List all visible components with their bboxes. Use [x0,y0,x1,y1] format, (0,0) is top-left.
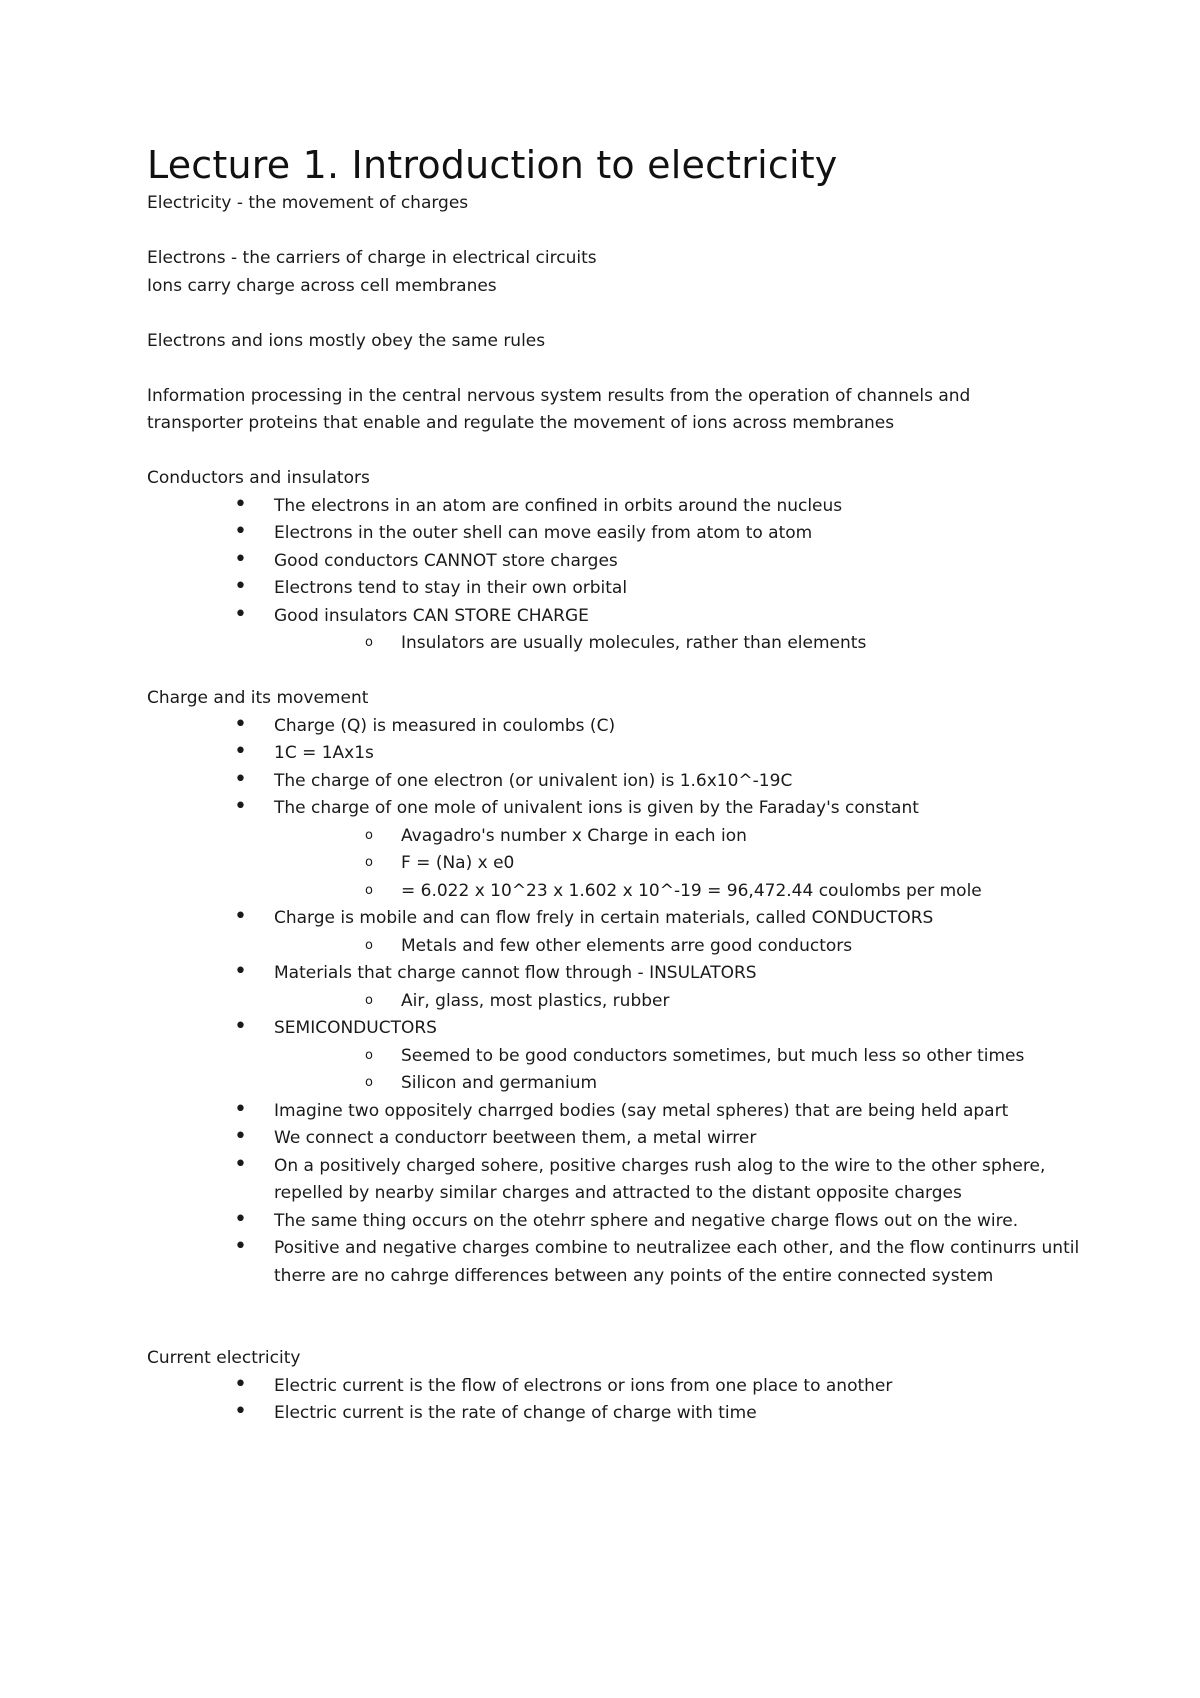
list-item-text: = 6.022 x 10^23 x 1.602 x 10^-19 = 96,472.44 coulombs per mole [401,880,982,901]
list-item-text: Good insulators CAN STORE CHARGE [274,605,589,626]
list-item-text: Avagadro's number x Charge in each ion [401,825,747,846]
document-page [147,140,1097,1428]
blank-line [147,1290,1097,1318]
list-item [147,960,1097,988]
list-item-text: The charge of one electron (or univalent ion) is 1.6x10^-19C [274,770,793,791]
list-item-text: The charge of one mole of univalent ions is given by the Faraday's constant [274,798,919,818]
bullet-dot-icon: • [234,491,247,517]
blank-line [147,1318,1097,1346]
bullet-dot-icon: • [234,794,247,819]
bullet-circle-icon: o [365,937,373,953]
list-item-text: On a positively charged sohere, positive charges rush alog to the wire to the other sphere, repelled by nearby similar charges and attracted to the distant opposite charges [274,1155,1046,1203]
section-heading: Conductors and insulators [147,468,370,488]
blank-line [147,218,1097,246]
list-item-text: Charge is mobile and can flow frely in certain materials, called CONDUCTORS [274,908,934,928]
intro-line: Electricity - the movement of charges [147,193,469,213]
blank-line [147,355,1097,383]
list-item-text: Good conductors CANNOT store charges [274,550,618,571]
list-item [147,1235,1097,1290]
bullet-dot-icon: • [234,546,247,572]
bullet-dot-icon: • [234,766,247,792]
page-title: Lecture 1. Introduction to electricity [147,143,838,187]
list-item [147,768,1097,796]
section-heading: Current electricity [147,1348,301,1368]
bullet-circle-icon: o [365,1047,373,1063]
list-item-text: Materials that charge cannot flow through - INSULATORS [274,963,757,983]
bullet-dot-icon: • [234,1234,247,1259]
bullet-dot-icon: • [234,601,247,627]
intro-line: Electrons and ions mostly obey the same rules [147,330,546,351]
list-item [147,713,1097,741]
sub-list-item [147,1070,1097,1098]
bullet-circle-icon: o [365,992,373,1008]
list-item [147,1125,1097,1153]
bullet-list [147,493,1097,658]
section-heading: Charge and its movement [147,688,369,708]
bullet-circle-icon: o [365,855,373,870]
bullet-circle-icon: o [365,827,373,843]
list-item-text: Insulators are usually molecules, rather than elements [401,633,867,653]
list-item [147,575,1097,603]
list-item [147,1208,1097,1236]
intro-line: Ions carry charge across cell membranes [147,275,497,296]
intro-line: transporter proteins that enable and regulate the movement of ions across membranes [147,413,895,433]
bullet-dot-icon: • [234,1371,247,1397]
list-item [147,740,1097,768]
list-item-text: We connect a conductorr beetween them, a metal wirrer [274,1128,757,1148]
list-item [147,493,1097,521]
intro-line: Information processing in the central nervous system results from the operation of channels and [147,385,971,406]
list-item-text: The electrons in an atom are confined in orbits around the nucleus [274,495,843,516]
bullet-dot-icon: • [234,1096,247,1122]
list-item-text: Imagine two oppositely charrged bodies (say metal spheres) that are being held apart [274,1100,1009,1121]
blank-line [147,438,1097,466]
list-item-text: Electrons tend to stay in their own orbital [274,578,628,598]
list-item-text: Air, glass, most plastics, rubber [401,990,670,1011]
bullet-dot-icon: • [234,519,247,544]
list-item [147,1098,1097,1126]
bullet-circle-icon: o [365,635,373,650]
list-item-text: Electric current is the rate of change of charge with time [274,1403,757,1423]
intro-block [147,190,1097,465]
bullet-dot-icon: • [234,739,247,764]
list-item [147,905,1097,933]
list-item-text: Seemed to be good conductors sometimes, but much less so other times [401,1045,1025,1066]
list-item [147,520,1097,548]
bullet-dot-icon: • [234,574,247,599]
bullet-dot-icon: • [234,959,247,984]
bullet-dot-icon: • [234,1151,247,1177]
intro-line: Electrons - the carriers of charge in electrical circuits [147,248,597,268]
list-item [147,603,1097,631]
section-current-electricity [147,1345,1097,1428]
sub-list-item [147,630,1097,658]
list-item [147,1400,1097,1428]
list-item-text: Positive and negative charges combine to neutralizee each other, and the flow continurrs until therre are no cahrge differences between any points of the entire connected system [274,1238,1080,1286]
bullet-dot-icon: • [234,904,247,929]
list-item-text: Electrons in the outer shell can move easily from atom to atom [274,523,813,543]
sub-list-item [147,1043,1097,1071]
list-item [147,795,1097,823]
list-item [147,1153,1097,1208]
sub-list-item [147,988,1097,1016]
blank-line [147,300,1097,328]
list-item-text: F = (Na) x e0 [401,853,515,873]
bullet-dot-icon: • [234,711,247,737]
bullet-dot-icon: • [234,1206,247,1232]
bullet-list [147,713,1097,1291]
bullet-circle-icon: o [365,1075,373,1090]
bullet-circle-icon: o [365,882,373,898]
sub-list-item [147,823,1097,851]
list-item-text: The same thing occurs on the otehrr sphere and negative charge flows out on the wire. [274,1210,1019,1231]
bullet-list [147,1373,1097,1428]
sub-list-item [147,933,1097,961]
bullet-dot-icon: • [234,1399,247,1424]
bullet-dot-icon: • [234,1124,247,1149]
list-item-text: SEMICONDUCTORS [274,1018,437,1038]
sub-list-item [147,850,1097,878]
list-item [147,548,1097,576]
list-item [147,1015,1097,1043]
list-item-text: Metals and few other elements arre good conductors [401,935,853,956]
blank-line [147,658,1097,686]
list-item-text: Silicon and germanium [401,1073,598,1093]
list-item-text: 1C = 1Ax1s [274,743,374,763]
sub-list-item [147,878,1097,906]
bullet-dot-icon: • [234,1014,247,1039]
section-conductors-insulators [147,465,1097,685]
list-item [147,1373,1097,1401]
section-charge-movement [147,685,1097,1345]
list-item-text: Electric current is the flow of electrons or ions from one place to another [274,1375,893,1396]
list-item-text: Charge (Q) is measured in coulombs (C) [274,715,616,736]
